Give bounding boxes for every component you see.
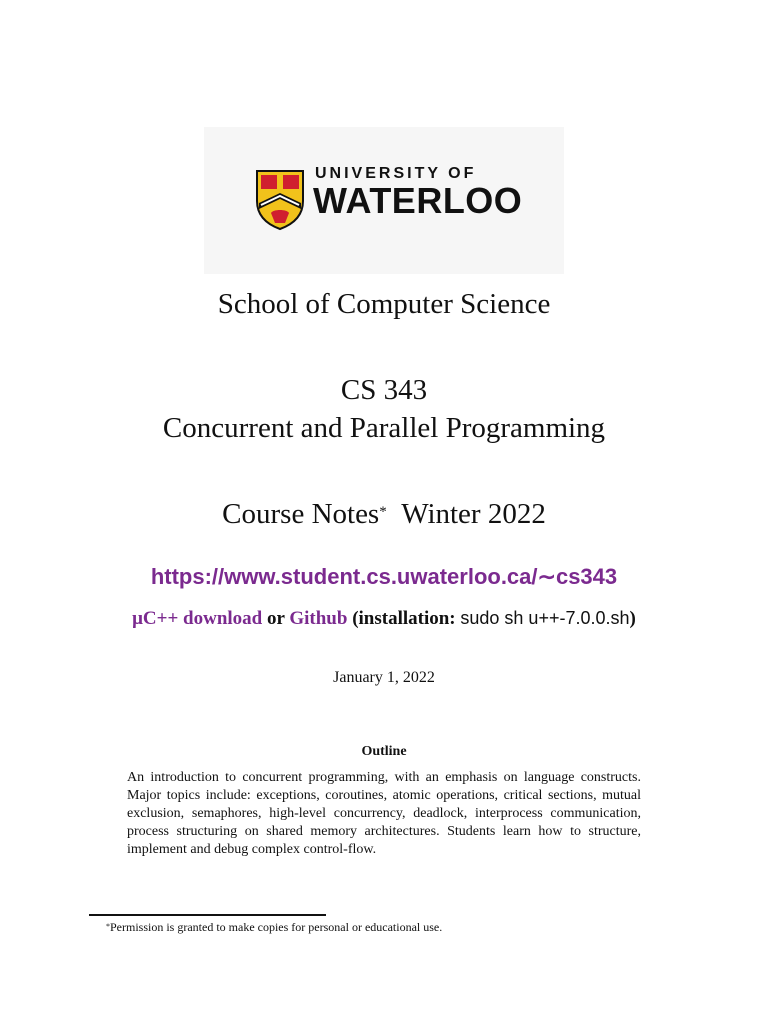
download-links-line [0, 605, 768, 632]
course-url-link[interactable]: https://www.student.cs.uwaterloo.ca/∼cs343 [150, 564, 618, 589]
footnote-mark[interactable]: * [379, 504, 387, 520]
footnote-rule [89, 914, 326, 916]
logo-university-of-text: UNIVERSITY OF [315, 165, 477, 182]
outline-text: An introduction to concurrent programming, with an emphasis on language constructs. Major topics include: exceptions, coroutines, atomic operations, critical sections, mutual exclusion, semaphores, high-level concurrency, deadlock, interprocess communication, process structuring on shared memory architectures. Students learn how to structure, implement and debug complex control-flow. [127, 770, 641, 857]
install-suffix: ) [629, 608, 636, 629]
university-logo [204, 127, 564, 274]
course-title: Concurrent and Parallel Programming [162, 412, 606, 444]
or-text: or [262, 608, 290, 629]
install-command: sudo sh u++-7.0.0.sh [460, 608, 630, 628]
waterloo-shield-icon [255, 169, 305, 231]
ucpp-download-link[interactable]: μC++ download [132, 608, 263, 629]
footnote-marker: * [106, 922, 110, 931]
install-prefix: (installation: [347, 608, 461, 629]
document-date: January 1, 2022 [333, 669, 435, 686]
outline-heading: Outline [361, 744, 407, 759]
footnote [106, 919, 442, 935]
logo-waterloo-text: WATERLOO [313, 180, 523, 221]
footnote-text: Permission is granted to make copies for personal or educational use. [110, 920, 443, 934]
course-code: CS 343 [340, 374, 428, 406]
course-notes-label: Course Notes [222, 498, 380, 530]
course-notes-heading [0, 496, 768, 532]
school-heading: School of Computer Science [217, 288, 551, 320]
term-label: Winter 2022 [401, 498, 546, 530]
github-link[interactable]: Github [289, 608, 348, 629]
